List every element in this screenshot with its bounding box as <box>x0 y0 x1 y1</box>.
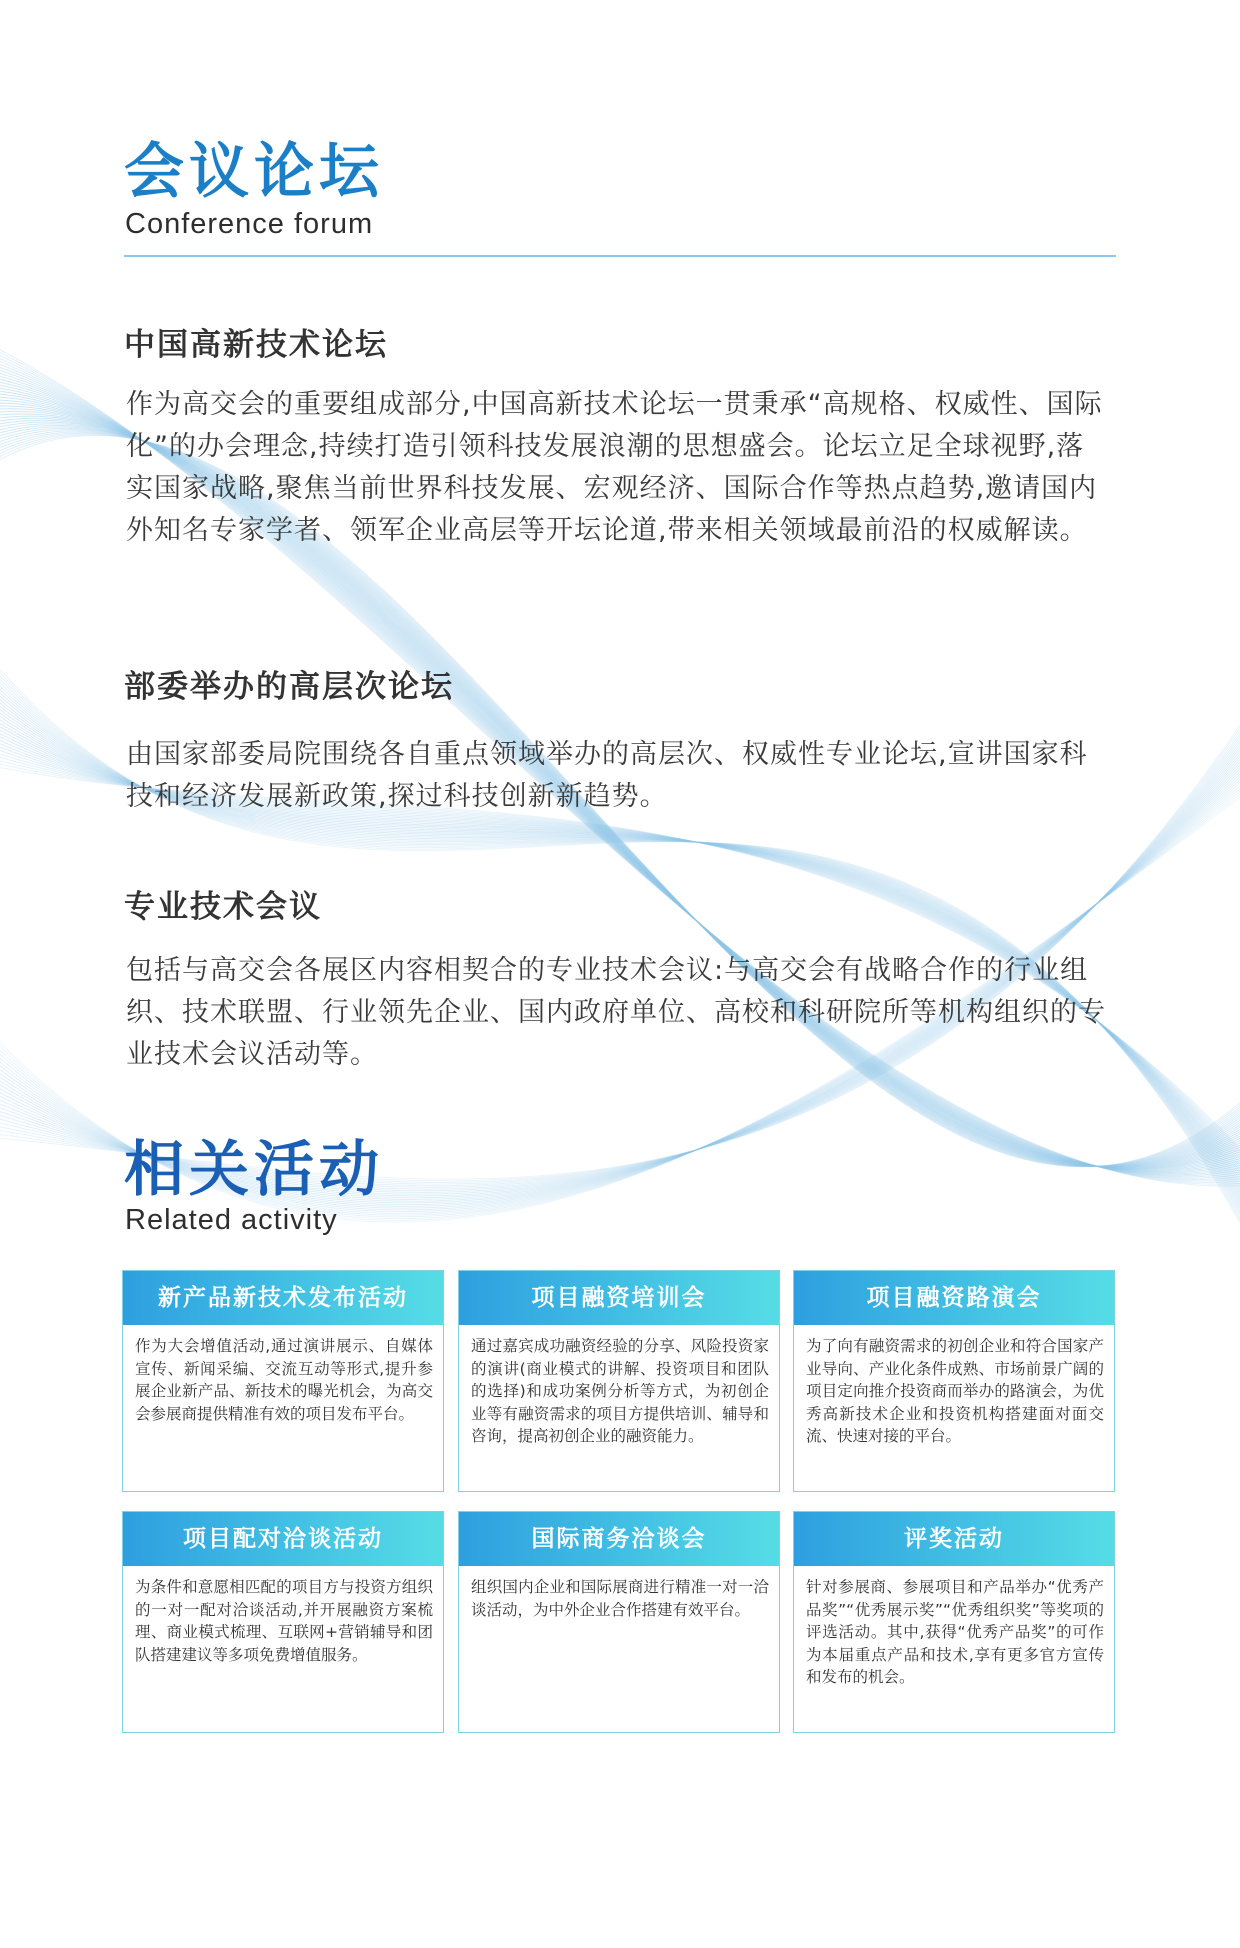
card-title: 项目配对洽谈活动 <box>123 1512 443 1566</box>
conference-subtitle: Conference forum <box>125 208 374 240</box>
card-description: 组织国内企业和国际展商进行精准一对一洽谈活动，为中外企业合作搭建有效平台。 <box>471 1578 769 1619</box>
activity-card-roadshow <box>793 1270 1115 1492</box>
tech-conference-body: 包括与高交会各展区内容相契合的专业技术会议:与高交会有战略合作的行业组织、技术联盟、行业领先企业、国内政府单位、高校和科研院所等机构组织的专业技术会议活动等。 <box>126 955 1106 1070</box>
card-description: 作为大会增值活动,通过演讲展示、自媒体宣传、新闻采编、交流互动等形式,提升参展企业新产品、新技术的曝光机会，为高交会参展商提供精准有效的项目发布平台。 <box>135 1337 433 1423</box>
card-title: 国际商务洽谈会 <box>459 1512 779 1566</box>
tech-conference-title: 专业技术会议 <box>124 889 322 925</box>
activity-card-project-matching <box>122 1511 444 1733</box>
activity-card-product-launch <box>122 1270 444 1492</box>
card-description: 针对参展商、参展项目和产品举办“优秀产品奖”“优秀展示奖”“优秀组织奖”等奖项的评选活动。其中,获得“优秀产品奖”的可作为本届重点产品和技术,享有更多官方宣传和发布的机会。 <box>806 1578 1104 1686</box>
card-title: 新产品新技术发布活动 <box>123 1271 443 1325</box>
forum-section-body: 作为高交会的重要组成部分,中国高新技术论坛一贯秉承“高规格、权威性、国际化”的办会理念,持续打造引领科技发展浪潮的思想盛会。论坛立足全球视野,落实国家战略,聚焦当前世界科技发展、宏观经济、国际合作等热点趋势,邀请国内外知名专家学者、领军企业高层等开坛论道,带来相关领域最前沿的权威解读。 <box>126 389 1103 546</box>
conference-title: 会议论坛 <box>124 137 384 207</box>
card-title: 评奖活动 <box>794 1512 1114 1566</box>
section-divider <box>124 255 1116 257</box>
card-description: 通过嘉宾成功融资经验的分享、风险投资家的演讲(商业模式的讲解、投资项目和团队的选择)和成功案例分析等方式，为初创企业等有融资需求的项目方提供培训、辅导和咨询，提高初创企业的融资能力。 <box>471 1337 769 1445</box>
card-description: 为条件和意愿相匹配的项目方与投资方组织的一对一配对洽谈活动,并开展融资方案梳理、商业模式梳理、互联网+营销辅导和团队搭建建议等多项免费增值服务。 <box>135 1578 433 1664</box>
activity-card-business-negotiation <box>458 1511 780 1733</box>
card-title: 项目融资路演会 <box>794 1271 1114 1325</box>
activity-title: 相关活动 <box>124 1135 384 1205</box>
activity-subtitle: Related activity <box>125 1204 338 1236</box>
card-title: 项目融资培训会 <box>459 1271 779 1325</box>
forum-section-title: 中国高新技术论坛 <box>124 327 388 363</box>
ministry-forum-body: 由国家部委局院围绕各自重点领域举办的高层次、权威性专业论坛,宣讲国家科技和经济发展新政策,探过科技创新新趋势。 <box>126 739 1088 812</box>
activity-card-awards <box>793 1511 1115 1733</box>
card-description: 为了向有融资需求的初创企业和符合国家产业导向、产业化条件成熟、市场前景广阔的项目定向推介投资商而举办的路演会，为优秀高新技术企业和投资机构搭建面对面交流、快速对接的平台。 <box>806 1337 1104 1445</box>
ministry-forum-title: 部委举办的高层次论坛 <box>124 669 454 705</box>
activity-card-financing-training <box>458 1270 780 1492</box>
